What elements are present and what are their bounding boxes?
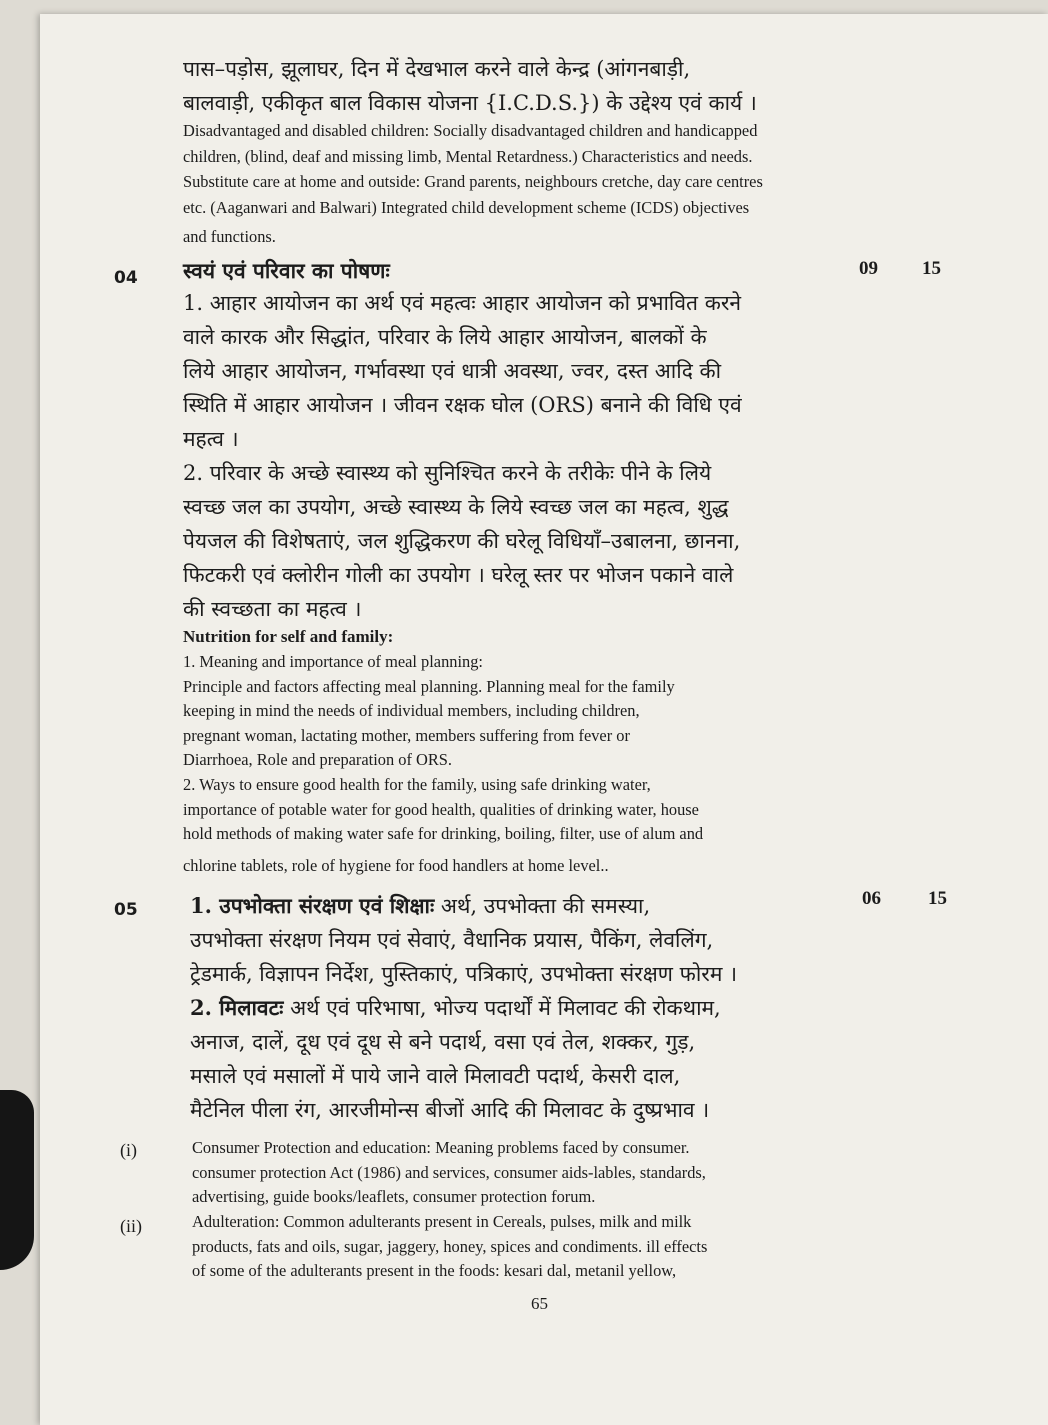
unit-04-english-line: pregnant woman, lactating mother, members suffering from fever or	[183, 725, 630, 745]
item-i-line: Consumer Protection and education: Meaning problems faced by consumer.	[192, 1138, 690, 1157]
item-ii-line: products, fats and oils, sugar, jaggery, honey, spices and condiments. ill effects	[192, 1236, 708, 1256]
unit-05-hindi-line-4	[190, 991, 890, 1025]
item-i-text	[192, 1136, 892, 1210]
adulteration-heading: 2. मिलावटः	[190, 995, 284, 1020]
unit-05-hindi-line-1	[190, 889, 890, 923]
item-i-line: consumer protection Act (1986) and services, consumer aids-lables, standards,	[192, 1162, 706, 1182]
unit-05-hindi-line: मैटेनिल पीला रंग, आरजीमोन्स बीजों आदि की मिलावट के दुष्प्रभाव ।	[190, 1098, 710, 1122]
unit-05-hindi-line: मसाले एवं मसालों में पाये जाने वाले मिलावटी पदार्थ, केसरी दाल,	[190, 1064, 681, 1088]
unit-04-number: 04	[114, 268, 138, 288]
unit-04-hindi	[183, 256, 883, 626]
item-i-label: (i)	[120, 1140, 137, 1160]
unit-04-english-line: Principle and factors affecting meal planning. Planning meal for the family	[183, 676, 675, 696]
unit-04-hindi-line: फिटकरी एवं क्लोरीन गोली का उपयोग । घरेलू स्तर पर भोजन पकाने वाले	[183, 563, 734, 587]
unit-04-hindi-line: वाले कारक और सिद्धांत, परिवार के लिये आहार आयोजन, बालकों के	[183, 325, 707, 349]
unit-04-mark-periods: 09	[859, 258, 878, 279]
unit-04-hindi-line: स्वच्छ जल का उपयोग, अच्छे स्वास्थ्य के लिये स्वच्छ जल का महत्व, शुद्ध	[183, 495, 729, 519]
unit-05-hindi-line: अनाज, दालें, दूध एवं दूध से बने पदार्थ, वसा एवं तेल, शक्कर, गुड़,	[190, 1030, 696, 1054]
unit-04-english-line: Diarrhoea, Role and preparation of ORS.	[183, 750, 452, 770]
item-ii-label: (ii)	[120, 1216, 142, 1236]
item-ii-text	[192, 1210, 892, 1284]
item-i-line: advertising, guide books/leaflets, consumer protection forum.	[192, 1187, 596, 1207]
unit-04-english-line: chlorine tablets, role of hygiene for food handlers at home level..	[183, 855, 609, 875]
intro-english-line: children, (blind, deaf and missing limb, Mental Retardness.) Characteristics and needs.	[183, 146, 753, 166]
unit-04-hindi-line: 1. आहार आयोजन का अर्थ एवं महत्वः आहार आयोजन को प्रभावित करने	[183, 291, 742, 315]
unit-04-english-heading: Nutrition for self and family:	[183, 627, 394, 646]
unit-04-hindi-line: महत्व ।	[183, 427, 239, 451]
intro-section	[183, 52, 883, 120]
unit-05-mark-total: 15	[928, 888, 947, 909]
unit-04-english-line: importance of potable water for good health, qualities of drinking water, house	[183, 799, 699, 819]
unit-05-hindi	[190, 889, 890, 1127]
consumer-protection-heading: 1. उपभोक्ता संरक्षण एवं शिक्षाः	[190, 893, 435, 918]
unit-05-number: 05	[114, 900, 138, 920]
unit-04-english-line: keeping in mind the needs of individual members, including children,	[183, 701, 640, 721]
intro-hindi-line: बालवाड़ी, एकीकृत बाल विकास योजना {I.C.D.S.}) के उद्देश्य एवं कार्य ।	[183, 91, 757, 115]
unit-04-hindi-line: लिये आहार आयोजन, गर्भावस्था एवं धात्री अवस्था, ज्वर, दस्त आदि की	[183, 359, 722, 383]
item-ii-line: Adulteration: Common adulterants present in Cereals, pulses, milk and milk	[192, 1212, 692, 1231]
intro-english	[183, 118, 883, 250]
intro-english-line: etc. (Aaganwari and Balwari) Integrated child development scheme (ICDS) objectives	[183, 197, 750, 217]
unit-04-english-line: 1. Meaning and importance of meal planning:	[183, 652, 483, 671]
unit-04-mark-total: 15	[922, 258, 941, 279]
intro-english-line: and functions.	[183, 227, 276, 246]
unit-04-english	[183, 624, 883, 878]
unit-04-hindi-line: की स्वच्छता का महत्व ।	[183, 597, 362, 621]
unit-04-hindi-line: पेयजल की विशेषताएं, जल शुद्धिकरण की घरेलू विधियाँ–उबालना, छानना,	[183, 529, 741, 553]
unit-04-hindi-line: स्थिति में आहार आयोजन । जीवन रक्षक घोल (ORS) बनाने की विधि एवं	[183, 393, 742, 417]
unit-05-hindi-line: ट्रेडमार्क, विज्ञापन निर्देश, पुस्तिकाएं, पत्रिकाएं, उपभोक्ता संरक्षण फोरम ।	[190, 962, 738, 986]
intro-hindi-line: पास–पड़ोस, झूलाघर, दिन में देखभाल करने वाले केन्द्र (आंगनबाड़ी,	[183, 57, 691, 81]
unit-05-hindi-line: उपभोक्ता संरक्षण नियम एवं सेवाएं, वैधानिक प्रयास, पैकिंग, लेवलिंग,	[190, 928, 714, 952]
item-ii-line: of some of the adulterants present in the foods: kesari dal, metanil yellow,	[192, 1261, 677, 1281]
adulteration-text: अर्थ एवं परिभाषा, भोज्य पदार्थों में मिलावट की रोकथाम,	[283, 996, 721, 1020]
consumer-protection-text: अर्थ, उपभोक्ता की समस्या,	[434, 894, 651, 918]
page-number: 65	[531, 1294, 548, 1313]
unit-04-english-line: 2. Ways to ensure good health for the family, using safe drinking water,	[183, 774, 651, 794]
intro-english-line: Substitute care at home and outside: Grand parents, neighbours cretche, day care centres	[183, 172, 763, 191]
unit-04-title: स्वयं एवं परिवार का पोषणः	[183, 258, 390, 283]
scan-shadow	[0, 1090, 34, 1270]
unit-05-mark-periods: 06	[862, 888, 881, 909]
intro-english-line: Disadvantaged and disabled children: Socially disadvantaged children and handicapped	[183, 121, 758, 140]
unit-04-english-line: hold methods of making water safe for drinking, boiling, filter, use of alum and	[183, 824, 704, 844]
unit-04-hindi-line: 2. परिवार के अच्छे स्वास्थ्य को सुनिश्चित करने के तरीकेः पीने के लिये	[183, 461, 712, 485]
